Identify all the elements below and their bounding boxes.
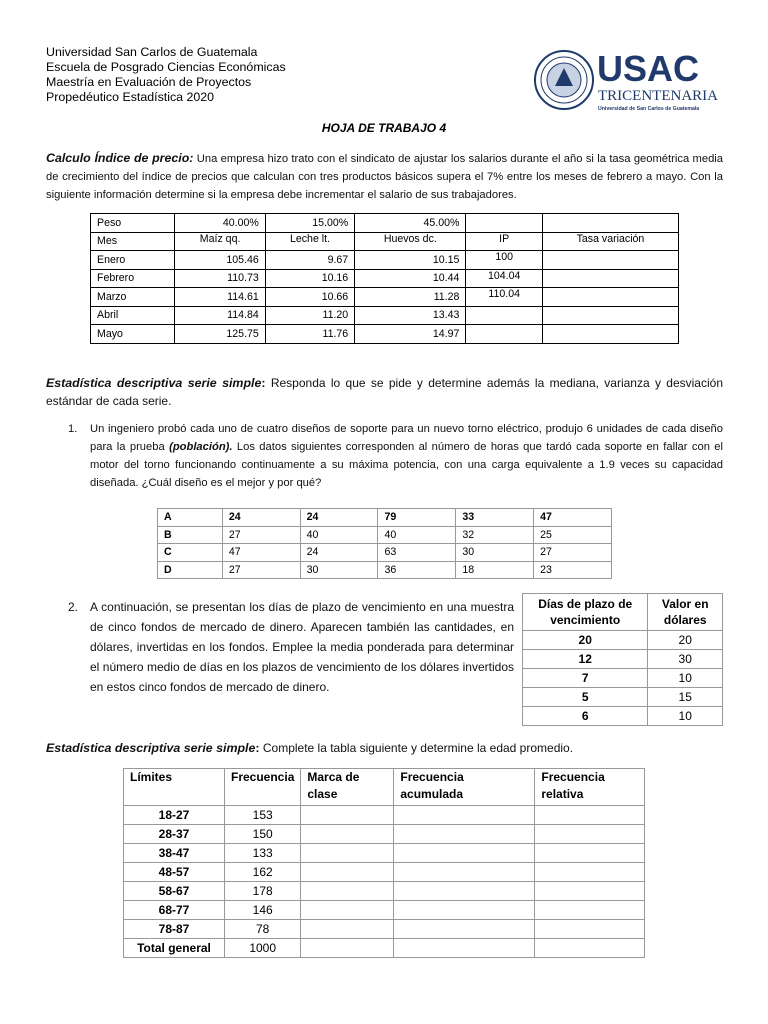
table-cell: [301, 939, 394, 958]
table-cell: [394, 825, 535, 844]
table-cell: 30: [300, 561, 378, 579]
item2-text: A continuación, se presentan los días de plazo de vencimiento en una muestra de cinco fondos de mercado de dinero. Aparecen también las cantidades, en dólares, invertidas en los fondos. Emplee la media ponderada para determinar el número medio de días en los plazos de vencimiento de los dólares invertidos en estos cinco fondos de mercado de dinero.: [90, 600, 514, 694]
table-cell: [542, 288, 678, 307]
section-text: Complete la tabla siguiente y determine la edad promedio.: [262, 741, 574, 755]
table-cell: Huevos dc.: [355, 232, 466, 251]
section-price-index: [46, 149, 723, 204]
table-cell: 11.76: [265, 325, 354, 344]
table-cell: 79: [378, 509, 456, 527]
table-row: [91, 306, 679, 325]
table-cell: 1000: [225, 939, 301, 958]
table-cell: [542, 325, 678, 344]
table-cell: 146: [225, 901, 301, 920]
table-cell: [535, 825, 645, 844]
table-cell: 10.16: [265, 269, 354, 288]
table-cell: 48-57: [124, 863, 225, 882]
table-cell: 11.28: [355, 288, 466, 307]
table-cell: 24: [300, 544, 378, 562]
table-cell: 15: [648, 688, 723, 707]
item-number: 2.: [68, 600, 79, 614]
table-cell: Febrero: [91, 269, 175, 288]
page-title: HOJA DE TRABAJO 4: [321, 121, 447, 135]
table-row: [158, 509, 612, 527]
frequency-table: [123, 768, 645, 958]
table-cell: 47: [222, 544, 300, 562]
table-cell: 15.00%: [265, 214, 354, 233]
table-cell: [301, 825, 394, 844]
table-row: [523, 631, 723, 650]
table-cell: C: [158, 544, 223, 562]
table-row: [124, 882, 645, 901]
table-row: [124, 825, 645, 844]
table-cell: Abril: [91, 306, 175, 325]
table-cell: 40: [300, 526, 378, 544]
table-cell: 47: [534, 509, 612, 527]
table-row: [124, 844, 645, 863]
table-cell: 24: [300, 509, 378, 527]
table-cell: 28-37: [124, 825, 225, 844]
table-cell: [542, 251, 678, 270]
table-cell: 162: [225, 863, 301, 882]
table-cell: [394, 882, 535, 901]
table-row: [91, 288, 679, 307]
item1-text: [90, 420, 723, 492]
table-header-row: [124, 769, 645, 806]
table-cell: [535, 863, 645, 882]
fund-table: [522, 593, 723, 726]
table-cell: [301, 882, 394, 901]
table-header: Días de plazo de vencimiento: [523, 594, 648, 631]
item1-text-a: Un ingeniero probó cada uno de cuatro diseños de soporte para un nuevo torno eléctrico, produjo 6 unidades de cada diseño para la prueba: [90, 423, 723, 453]
table-cell: 153: [225, 806, 301, 825]
item1-text-b: Los datos siguientes corresponden al número de horas que tardó cada soporte en fallar con el motor del torno funcionando continuamente a su máxima potencia, con una carga equivalente a 1.9 veces su capacidad diseñada. ¿Cuál diseño es el mejor y por qué?: [90, 441, 724, 489]
table-cell: 38-47: [124, 844, 225, 863]
table-cell: 25: [534, 526, 612, 544]
header-line: Escuela de Posgrado Ciencias Económicas: [46, 60, 286, 74]
table-cell: 178: [225, 882, 301, 901]
table-row: [523, 688, 723, 707]
table-cell: Tasa variación: [542, 232, 678, 251]
table-cell: 10: [648, 707, 723, 726]
table-cell: 110.04: [466, 288, 543, 307]
table-cell: 12: [523, 650, 648, 669]
table-header: Frecuencia acumulada: [394, 769, 535, 806]
item1-emphasis: (población).: [169, 441, 233, 453]
table-cell: Maíz qq.: [175, 232, 265, 251]
table-row: [124, 806, 645, 825]
table-cell: [466, 325, 543, 344]
table-cell: 133: [225, 844, 301, 863]
table-cell: 114.61: [175, 288, 265, 307]
table-header: Valor en dólares: [648, 594, 723, 631]
table-cell: Mayo: [91, 325, 175, 344]
table-cell: 30: [456, 544, 534, 562]
table-cell: Mes: [91, 232, 175, 251]
table-cell: 104.04: [466, 269, 543, 288]
section-text: Responda lo que se pide y determine además la mediana, varianza y desviación estándar de cada serie.: [46, 376, 723, 408]
table-cell: 114.84: [175, 306, 265, 325]
table-cell: [542, 269, 678, 288]
table-header: Frecuencia: [225, 769, 301, 806]
table-cell: 10.66: [265, 288, 354, 307]
table-cell: D: [158, 561, 223, 579]
section-lead: Calculo Índice de precio:: [46, 151, 194, 165]
logo-subtitle: TRICENTENARIA: [598, 88, 718, 104]
institution-header: [46, 45, 286, 105]
table-cell: [394, 901, 535, 920]
table-cell: 27: [222, 526, 300, 544]
table-cell: [535, 939, 645, 958]
table-row: [91, 232, 679, 251]
section-lead: Estadística descriptiva serie simple: [46, 741, 256, 755]
table-cell: 27: [534, 544, 612, 562]
table-cell: 18: [456, 561, 534, 579]
table-cell: [394, 939, 535, 958]
table-cell: Peso: [91, 214, 175, 233]
table-cell: 27: [222, 561, 300, 579]
table-header: Marca de clase: [301, 769, 394, 806]
table-cell: 10.44: [355, 269, 466, 288]
table-row: [91, 325, 679, 344]
table-cell: 33: [456, 509, 534, 527]
table-cell: 68-77: [124, 901, 225, 920]
table-row: [158, 561, 612, 579]
table-row: [91, 269, 679, 288]
table-cell: 125.75: [175, 325, 265, 344]
table-cell: 150: [225, 825, 301, 844]
table-row: [158, 544, 612, 562]
table-cell: 18-27: [124, 806, 225, 825]
header-line: Propedéutico Estadística 2020: [46, 90, 215, 104]
table-cell: 110.73: [175, 269, 265, 288]
table-cell: 58-67: [124, 882, 225, 901]
table-cell: 23: [534, 561, 612, 579]
table-cell: [535, 901, 645, 920]
item-number: 1.: [68, 423, 78, 435]
table-cell: 32: [456, 526, 534, 544]
table-cell: 36: [378, 561, 456, 579]
table-cell: 63: [378, 544, 456, 562]
table-cell: 13.43: [355, 306, 466, 325]
table-cell: [394, 844, 535, 863]
table-row: [91, 251, 679, 270]
table-row: [124, 920, 645, 939]
table-row: [91, 214, 679, 233]
table-cell: 105.46: [175, 251, 265, 270]
table-header-row: [523, 594, 723, 631]
table-cell: IP: [466, 232, 543, 251]
table-cell: 45.00%: [355, 214, 466, 233]
table-cell: [542, 306, 678, 325]
section-descriptive-stats: Estadística descriptiva serie simple: Responda lo que se pide y determine además la mediana, varianza y desviación estándar de cada serie.: [46, 376, 723, 408]
table-cell: 11.20: [265, 306, 354, 325]
price-table: [90, 213, 679, 344]
design-table: [157, 508, 612, 579]
table-cell: 5: [523, 688, 648, 707]
table-cell: [394, 920, 535, 939]
table-cell: [394, 806, 535, 825]
table-cell: [535, 844, 645, 863]
header-line: Maestría en Evaluación de Proyectos: [46, 75, 252, 89]
table-cell: A: [158, 509, 223, 527]
usac-logo: [533, 48, 723, 114]
table-cell: [542, 214, 678, 233]
table-cell: B: [158, 526, 223, 544]
table-row: [124, 863, 645, 882]
table-cell: 20: [523, 631, 648, 650]
section-lead: Estadística descriptiva serie simple: [46, 376, 262, 390]
table-cell: 14.97: [355, 325, 466, 344]
table-cell: Enero: [91, 251, 175, 270]
table-cell: 40: [378, 526, 456, 544]
table-cell: 78-87: [124, 920, 225, 939]
logo-caption: Universidad de San Carlos de Guatemala: [598, 106, 700, 112]
table-cell: [301, 863, 394, 882]
table-cell: 24: [222, 509, 300, 527]
table-cell: 7: [523, 669, 648, 688]
table-cell: 9.67: [265, 251, 354, 270]
table-cell: [301, 920, 394, 939]
table-cell: [394, 863, 535, 882]
table-cell: Total general: [124, 939, 225, 958]
table-cell: [535, 920, 645, 939]
table-cell: [466, 214, 543, 233]
table-cell: [535, 882, 645, 901]
table-cell: [535, 806, 645, 825]
table-cell: [466, 306, 543, 325]
table-cell: 20: [648, 631, 723, 650]
logo-text: USAC: [597, 48, 700, 89]
table-row: [523, 669, 723, 688]
table-header: Frecuencia relativa: [535, 769, 645, 806]
table-row: [523, 707, 723, 726]
table-cell: 6: [523, 707, 648, 726]
header-line: Universidad San Carlos de Guatemala: [46, 45, 258, 59]
section-text: Una empresa hizo trato con el sindicato de ajustar los salarios durante el año si la tasa geométrica media de crecimiento del índice de precios que calculan con tres productos básicos supera el 7% entre los meses de febrero a mayo. Con la siguiente información determine si la empresa debe incrementar el salario de sus trabajadores.: [46, 153, 723, 201]
table-cell: Leche lt.: [265, 232, 354, 251]
table-cell: [301, 844, 394, 863]
table-header: Límites: [124, 769, 225, 806]
table-cell: 100: [466, 251, 543, 270]
table-cell: 40.00%: [175, 214, 265, 233]
table-cell: [301, 806, 394, 825]
table-cell: 30: [648, 650, 723, 669]
table-row: [523, 650, 723, 669]
table-cell: [301, 901, 394, 920]
table-row: [158, 526, 612, 544]
table-cell: 78: [225, 920, 301, 939]
section-frequency: Estadística descriptiva serie simple: Complete la tabla siguiente y determine la edad promedio.: [46, 741, 574, 755]
table-row: [124, 939, 645, 958]
usac-seal-icon: [533, 48, 723, 114]
table-cell: Marzo: [91, 288, 175, 307]
table-cell: 10.15: [355, 251, 466, 270]
table-cell: 10: [648, 669, 723, 688]
table-row: [124, 901, 645, 920]
